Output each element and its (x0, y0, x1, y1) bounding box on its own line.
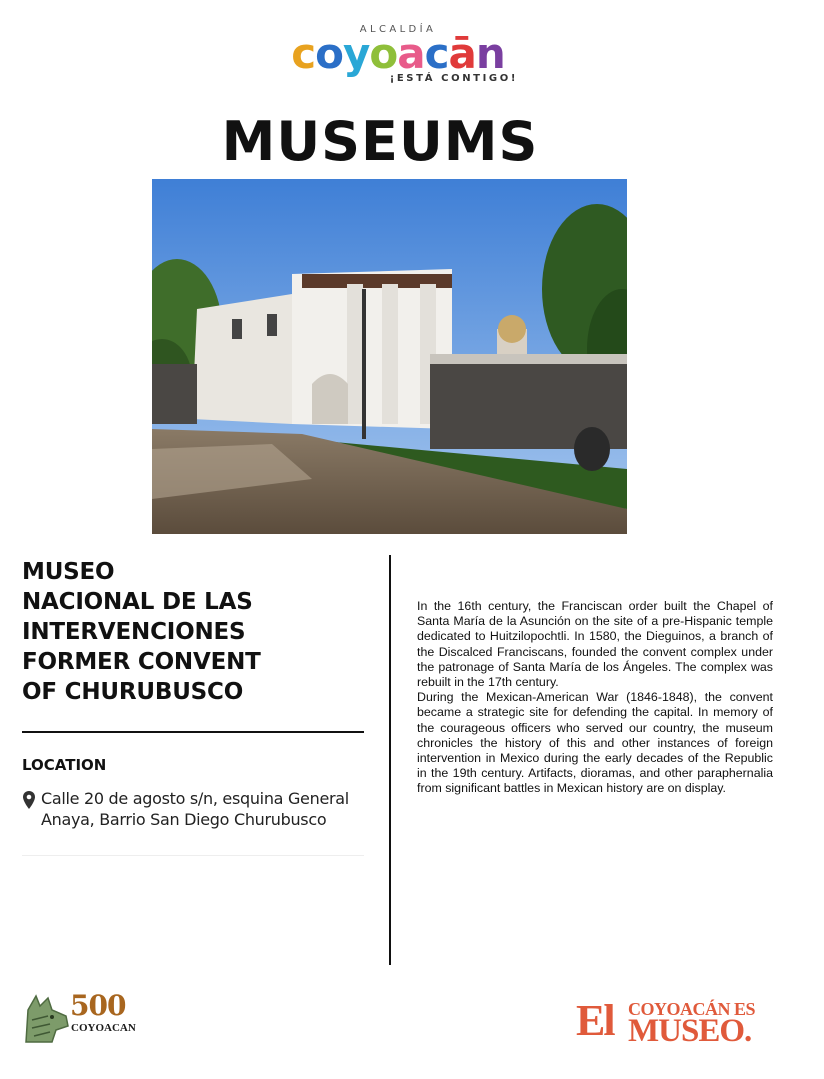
museum-description (417, 599, 773, 797)
logo-500-number: 500 (70, 989, 126, 1022)
museum-name-line: FORMER CONVENT (22, 649, 261, 675)
el-coyoacan-es-museo-logo (576, 996, 776, 1049)
alcaldia-coyoacan-logo (272, 24, 524, 96)
brand-letter: o (369, 29, 398, 78)
column-divider (389, 555, 391, 965)
brand-letter: n (475, 29, 505, 78)
description-paragraph: In the 16th century, the Franciscan order built the Chapel of Santa María de la Asunción on the site of a pre-Hispanic temple dedicated to Huitzilopochtli. In 1580, the Dieguinos, a branch of the Discalced Franciscans, founded the convent complex under the patronage of Santa María de los Ángeles. The complex was rebuilt in the 17th century. (417, 599, 773, 690)
logo-alcaldia-text: ALCALDÍA (359, 24, 437, 35)
brand-letter: c (291, 29, 316, 78)
section-divider (22, 731, 364, 733)
brand-letter: c (424, 29, 449, 78)
museum-name (22, 557, 362, 707)
museum-name-line: MUSEO (22, 559, 115, 585)
brand-letter: o (315, 29, 343, 78)
museum-name-line: INTERVENCIONES (22, 619, 246, 645)
location-address: Calle 20 de agosto s/n, esquina General Anaya, Barrio San Diego Churubusco (41, 789, 349, 829)
brand-letter: y (343, 29, 370, 78)
coyote-head-icon (22, 990, 72, 1046)
logo-museo-el: El (576, 996, 614, 1045)
logo-tagline: ¡ESTÁ CONTIGO! (389, 73, 518, 84)
museum-name-line: OF CHURUBUSCO (22, 679, 244, 705)
museum-photo (152, 179, 627, 534)
description-paragraph: During the Mexican-American War (1846-1848), the convent became a strategic site for defending the capital. In memory of the courageous officers who served our country, the museum chronicles the history of this and other instances of foreign intervention in Mexico during the early decades of the Republic in the 19th century. Artifacts, dioramas, and other paraphernalia from significant battles in Mexican history are on display. (417, 690, 773, 796)
logo-museo-line1: COYOACÁN ES (628, 999, 756, 1019)
faint-divider (22, 855, 364, 856)
page-title: MUSEUMS (221, 110, 539, 173)
location-row (22, 788, 367, 830)
coyoacan-500-logo (22, 990, 134, 1046)
logo-museo-line2: MUSEO. (628, 1013, 752, 1049)
brand-letter: ā (448, 29, 476, 78)
brand-letter: a (397, 29, 425, 78)
logo-500-name: COYOACAN (71, 1022, 136, 1034)
map-pin-icon (22, 790, 36, 810)
location-label: LOCATION (22, 756, 107, 774)
convent-photo-illustration (152, 179, 627, 534)
museum-name-line: NACIONAL DE LAS (22, 589, 253, 615)
